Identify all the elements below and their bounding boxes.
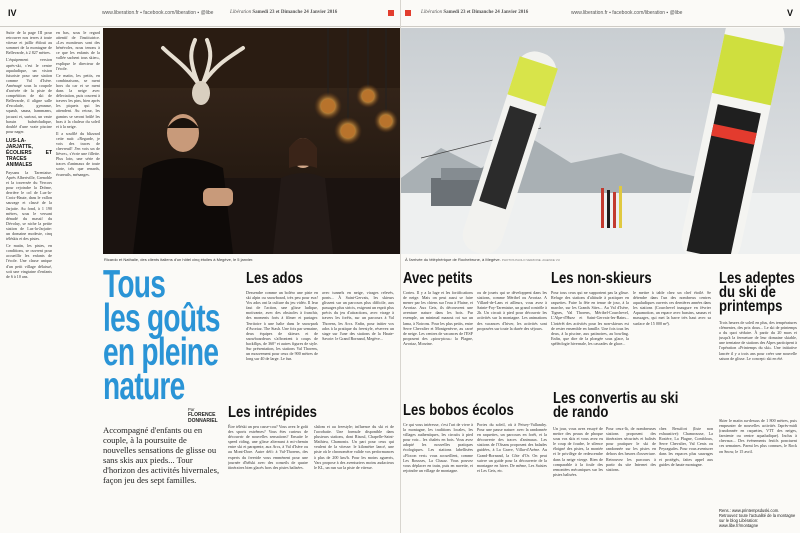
chalet-interior-photo-image bbox=[103, 28, 400, 254]
left-page-publication: Libération Samedi 23 et Dimanche 24 Janvier 2016 bbox=[230, 10, 338, 15]
chalet-interior-photo bbox=[103, 28, 400, 254]
main-headline bbox=[103, 263, 220, 408]
left-page-links: www.liberation.fr ▪ facebook.com/liberation ▪ @libe bbox=[102, 10, 214, 16]
nonskieurs-text-col-1: Pour tous ceux qui ne supportent pas la glisse. Refuge des stations d'altitude à pratiquer en raquettes. Faire la fête en tenue de jour, à la marche, sur les Grands Sites... Au Val d'Isère, Tignes, Val Thorens, Méribel-Courchevel, L'Alpe-d'Huez et Saint-Gervais-les-Bains... L'intérêt des activités pour les non-skieurs est de rester ensemble en famille. Une fois tous les deux, à la piscine, aux patinoires, au bowling. Enfin, que dire de la plongée sous glace, la spéléologie hivernale, les cascades de glace... bbox=[551, 290, 629, 346]
nonskieurs-text-col-2: le mettre à table chez un chef étoilé. Se détendre dans l'un des nombreux centres aqualudiques ouverts ces dernières années dans les stations (Courchevel inaugure en février Aquamotion, un espace avec bassins, saunas et massages, qui met la barre très haut avec sa surface de 15 000 m²). bbox=[633, 290, 711, 326]
byline-name-2: DONNARIEL bbox=[188, 418, 218, 424]
intrepides-text-col-1: Être téléski un peu casse-cou? Vous avez le goût des sports extrêmes? Vous êtes curieux de découvrir de nouvelles sensations? Ensuite le speed riding, une glisse alternant à mi-chemin entre ski et parapente, aux Arcs, à Val d'Isère ou au Mont-Dore. Autre défi: à Val-Thorens, des experts du freeride vous emmènent pour une journée d'hélski avec des conseils de quatre itinéraires bien glacés hors des pistes balisées. bbox=[228, 424, 308, 470]
col2-paragraph-3: Il a soufflé du blizzard cette nuit: «Regarde, je vois des traces de chevreuil! J'en vois un de lièvre», s'écrie une fillette. Plus loin, une série de traces d'animaux de toute sorte, tels que renards, écureuils, mésanges. bbox=[56, 130, 100, 177]
byline bbox=[188, 407, 218, 424]
adeptes-text-2: Skier le matin au-dessus de 1 800 mètres, puis emprunter de nouvelles activités l'après-midi (randonnée en raquettes, VTT des neiges, farniente ou centre aqualudique). Inclus à chevaux... Des événements festifs ponctuent ces semaines. Parmi les plus connues, le Rock on Snow, le 15 avril. bbox=[719, 418, 797, 454]
left-page-number: IV bbox=[8, 8, 17, 18]
right-page bbox=[400, 0, 800, 533]
bobos-text-col-1: Ce qui vous intéresse, c'est l'art de vivre à la montagne, les traditions locales, les villages authentiques, les circuits à pied pour voir... les chalets en bois. Vous avez adopté les nouvelles pratiques écologiques. Les stations labellisées «Flocon vert» vous accueillent, comme Les Rousses, La Clusaz. Vous pouvez vous déplacer en train, puis en navette, et rejoindre un village de montagne. bbox=[403, 422, 473, 473]
adeptes-heading: Les adeptes du ski de printemps bbox=[719, 270, 795, 315]
adeptes-text-1: Trois heures de soleil en plus, des températures clémentes, des prix doux... Le ski de printemps a du quoi séduire. À partir du 20 mars et jusqu'à la fermeture de leur domaine skiable, une trentaine de stations des Alpes participent à l'opération «Printemps du ski». Une initiative lancée il y a trois ans pour créer une nouvelle saison de glisse. Le concept: ski en été. bbox=[719, 320, 797, 361]
convertis-text-col-3: chez Bessifort (liste non exhaustive): Chamrousse, La Rosière, La Plagne, Combloux, Serre Chevalier, Val Cenis ou Peyragudes. Pour vous aventurer dans les espaces plus sauvages et protégés, faites appel aux guides de haute montagne. bbox=[659, 426, 713, 467]
col1-paragraph-2: L'équipement version après-ski, c'est le centre aqualudique, un vision futuriste pour une station comme Val d'Isère. Aménagé sous la coupole d'arrivée de la piste de compétition de ski de Bellevarde, il aligne salle d'escalade, gymnase, squash, sauna, hammams, jacuzzi et, surtout, un vaste bassin balnéoludique, doublé d'une vraie piscine pour nager. bbox=[6, 57, 52, 134]
byline-name-1: FLORENCE bbox=[188, 412, 216, 418]
byline-label: Par bbox=[188, 407, 195, 412]
intrepides-text-col-2: slalom et au freestyle; influence du ski et de l'acrobatie. Une formule disponible dans plusieurs stations, dont Risoul, Chapelle-Saint-Mathieu, Chamonix. Un pari pour ceux qui veulent de la vitesse: le kilomètre lancé, une piste où le chronomètre valide vos performances à plus de 200 km/h. Pour les moins aguerris, Vars propose à des aventuriers moins audacieux le KL, un run sur la piste de vitesse. bbox=[314, 424, 394, 470]
headline-line-3: en pleine bbox=[103, 331, 219, 374]
ski-station-photo bbox=[401, 28, 800, 254]
right-page-links: www.liberation.fr ▪ facebook.com/liberation ▪ @libe bbox=[571, 10, 683, 16]
col2-paragraph-2: Ce matin, les petits, en combinaisons, se ruent hors du car et se ruent dans la neige avec délectation, puis courent à travers les pins, bien après les piquets qui les attendent. Au retour, les gamins se seront brûlé les bras à la chaleur du soleil et à la neige. bbox=[56, 72, 100, 129]
left-column-2 bbox=[56, 30, 100, 525]
standfirst: Accompagné d'enfants ou en couple, à la poursuite de nouvelles sensations de glisse ou sans skis aux pieds... Tour d'horizon des activités hivernales, façon jeu des sept familles. bbox=[103, 425, 220, 485]
convertis-text-col-2: Pour ceux-là, de nombreuses stations proposent des itinéraires sécurisés et balisés pour pratiquer le ski de randonnée sur les pistes en dehors des heures d'ouverture. Retrouvez les parcours à partir du site Internet des stations. bbox=[606, 426, 656, 472]
nonskieurs-heading: Les non-skieurs bbox=[551, 270, 652, 287]
right-photo-caption: À l'arrivée du téléphérique de Rochebrune, à Megève. PHOTOS PAOLO VERZONE. AGENCE VU bbox=[405, 257, 560, 262]
petits-text-col-2: ou de jouets qui se développent dans les stations, comme Méribel ou Avoriaz. A Villard-de-Lans et ailleurs, vous avez à Sainte-Foy-Tarentaise, un grand contrôle à 2h. Un circuit à pied pour découvrir les activités sur la montagne. Les animations des vacances d'hiver, les activités sont proposées sur toute la durée des séjours. bbox=[477, 290, 547, 331]
intrepides-heading: Les intrépides bbox=[228, 404, 317, 421]
col1-lead: Suite de la page III pour retrouver nos terres à toute vitesse et jaillir éblouï au sommet de la montagne de Bellevarde, à 2 827 mètres. bbox=[6, 30, 52, 56]
convertis-heading: Les convertis au ski de rando bbox=[553, 390, 679, 421]
headline-line-4: nature bbox=[103, 365, 185, 408]
ados-heading: Les ados bbox=[246, 270, 303, 287]
petits-heading: Avec petits bbox=[403, 270, 473, 287]
ski-station-photo-image bbox=[401, 28, 800, 254]
left-page-header bbox=[0, 0, 400, 27]
right-page-number: V bbox=[787, 8, 794, 18]
right-page-publication: Libération Samedi 23 et Dimanche 24 Janvier 2016 bbox=[421, 10, 529, 15]
col1-subheading: LUS-LA-JARJATTE, ÉCOLIERS ET TRACES ANIMALES bbox=[6, 137, 52, 168]
right-page-red-mark bbox=[405, 10, 411, 16]
ados-text-col-1: Dessendre comme un boléro une piste en ski alpin ou snowboard, très peu pour eux! Vos ados ont la culture du jeu vidéo. Il leur faut de l'action, une glisse ludique, motivante, avec des obstacles à franchir, des moments forts à filmer et partager. Territoire à une halte dans le snowpark d'Avoriaz. The Stash. Une fois par semaine, deux équipes de skieurs et de snowboardeurs s'affrontent à coups de backflips, de 360° et autres figures de style. Sur présentation, les stations Val Thorens, un mouvement pour ceux de 900 mètres de long sur 40 de large. Le fun. bbox=[246, 290, 318, 362]
convertis-text-col-1: Un jour, vous avez essayé de mettre des peaux de phoque sous vos skis et vous avez eu le coup de foudre, le silence éloigné des pistes, la montée et le privilège de redescendre dans la neige vierge. Rien de comparable à la foule des remontées mécaniques sur les pistes balisées. bbox=[553, 426, 603, 477]
ados-text-col-2: avec tunnels en neige, virages relevés, ponts... À Saint-Gervais, les skieurs glissent sur un parcours plus difficile, aux passages plus stricts, exigeant un esprit plus précis du jeu d'attractions, avec virage à travers les forêts, sur un parcours à Val Thorens, les Arcs. Enfin, pour initier vos ados à la pratique du freestyle, réservez un stage sur l'une des stations de la Haute-Savoie: le Grand Bornand, Megève... bbox=[322, 290, 394, 341]
left-page-red-mark bbox=[388, 10, 394, 16]
petits-text-col-1: Cortex. Il y a la luge et les fortifications de neige. Mais on peut aussi se faire mener par les chiens sur l'eau à Flaine, et Avoriaz. Aux Gets, ils découvrent une aventure nature dans les bois. Par exemple, un minimal mazout roi sur un lama, à Noirons. Pour les plus petits, entre Serre Chevalier et Montgenèvre, au carré de neige. Les centres de vacances de l'ESF proposent des «piou-piou»: la Plagne, Avoriaz, Morzine. bbox=[403, 290, 473, 346]
col1-paragraph-4: Ce matin, les pistes, en conditions, se ouvrent pour accueillir les enfants de l'école. Une classe unique d'un petit village délaissé, soit une vingtaine d'enfants de 6 à 10 ans. bbox=[6, 243, 52, 279]
headline-line-1: Tous bbox=[103, 263, 166, 306]
left-photo-caption: Ricardo et Nathalie, des clients italiens d'un hôtel cinq étoiles à Megève, le 5 janvier. bbox=[104, 257, 254, 262]
bobos-text-col-2: Portes du soleil, où à Peisey-Vallandry. Pour une pause nature: avec la randonnée en raquettes, un parcours en forêt, et la découverte des traces d'animaux. Les stations de l'Oisans proposent des balades guidées, à La Grave, Villar-d'Arène. Au Grand-Bornand, la Côte d'Or. On peut suivre un guide pour la découverte de la montagne en hiver. De même, Les Saisies et Les Gets, etc. bbox=[477, 422, 547, 473]
headline-line-2: les goûts bbox=[103, 297, 220, 340]
col2-paragraph-1: en bas, sous le regard attentif de l'institutrice. «Les moniteurs sont des bénévoles, nous tenons à ce que les enfants de la vallée sachent tous skier», explique le directeur de l'école. bbox=[56, 30, 100, 71]
right-page-header bbox=[401, 0, 800, 27]
adeptes-footnote: Rens.: www.printempsduski.com. Retrouvez toute l'actualité de la montagne sur le blog Libération: www.libe.fr/montagne bbox=[719, 508, 796, 528]
bobos-heading: Les bobos écolos bbox=[403, 402, 514, 419]
right-photo-credit: PHOTOS PAOLO VERZONE. AGENCE VU bbox=[501, 258, 560, 262]
left-column-1 bbox=[6, 30, 52, 525]
col1-paragraph-3: Paysans la Tarentaise. Après Albertville, Grenoble et la traversée du Vercors pour rejoindre la Drôme, derrière le col de Lus-la-Croix-Haute, dans le vallon sauvage et classé de la Jarjatte. Au fond, à 1 190 mètres, sous le versant dénudé du massif du Dévoluy, se niche la petite station de Lus-la-Jarjatte: un domaine modeste, cinq téléskis et des pistes. bbox=[6, 169, 52, 242]
